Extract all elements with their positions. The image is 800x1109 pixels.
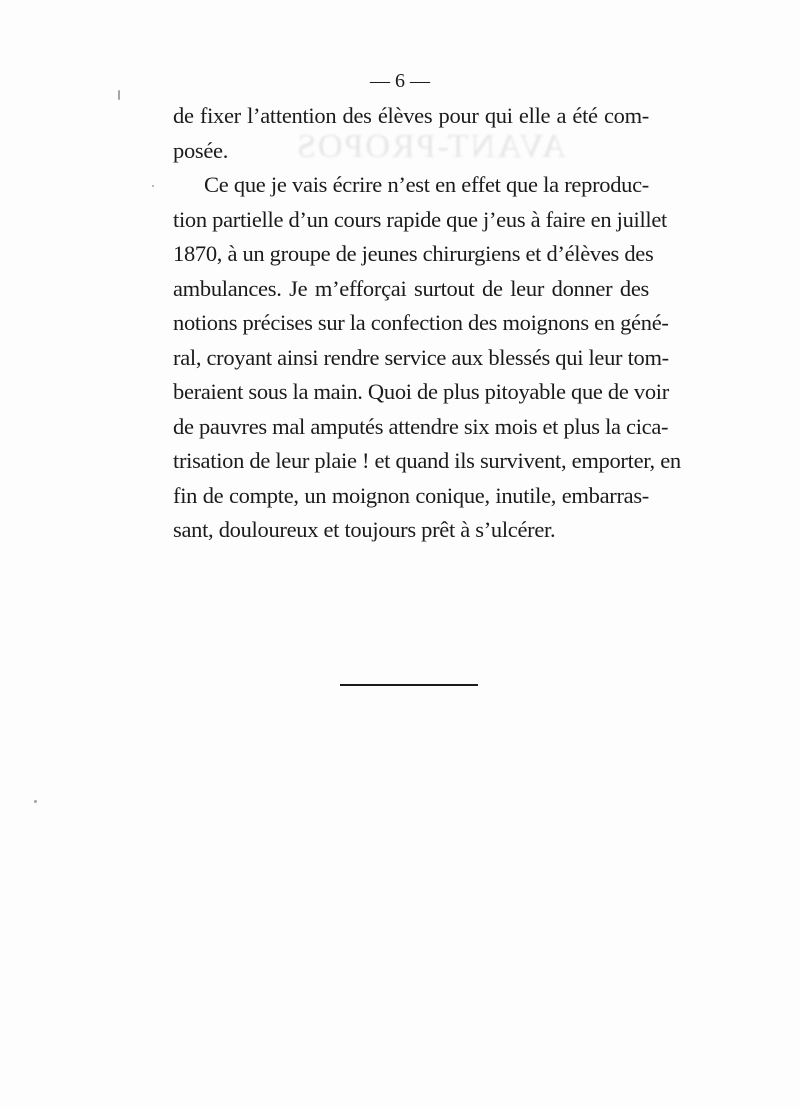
- text-line: tion partielle d’un cours rapide que j’eus à faire en juillet: [173, 206, 668, 232]
- text-line: notions précises sur la confection des moignons en géné-: [173, 310, 669, 335]
- scan-speck: [118, 90, 120, 100]
- text-line: de pauvres mal amputés attendre six mois et plus la cica-: [173, 413, 669, 439]
- body-text: [173, 99, 681, 548]
- text-line: trisation de leur plaie ! et quand ils survivent, emporter, en: [173, 448, 681, 473]
- text-line: de fixer l’attention des élèves pour qui elle a été com-: [173, 103, 649, 128]
- text-line: sant, douloureux et toujours prêt à s’ulcérer.: [173, 517, 556, 542]
- page-number: — 6 —: [370, 70, 430, 92]
- text-line: fin de compte, un moignon conique, inutile, embarras-: [173, 482, 649, 508]
- scan-speck: [152, 185, 154, 187]
- text-line: beraient sous la main. Quoi de plus pitoyable que de voir: [173, 379, 669, 404]
- scan-speck: [34, 800, 37, 803]
- text-line: 1870, à un groupe de jeunes chirurgiens et d’élèves des: [173, 241, 654, 266]
- text-line: ambulances. Je m’efforçai surtout de leur donner des: [173, 275, 649, 301]
- text-line: posée.: [173, 137, 229, 163]
- text-line: ral, croyant ainsi rendre service aux blessés qui leur tom-: [173, 344, 669, 370]
- section-separator-rule: [340, 684, 478, 686]
- show-through-title: AVANT-PROPOS: [295, 128, 566, 165]
- text-line: Ce que je vais écrire n’est en effet que la reproduc-: [204, 172, 649, 197]
